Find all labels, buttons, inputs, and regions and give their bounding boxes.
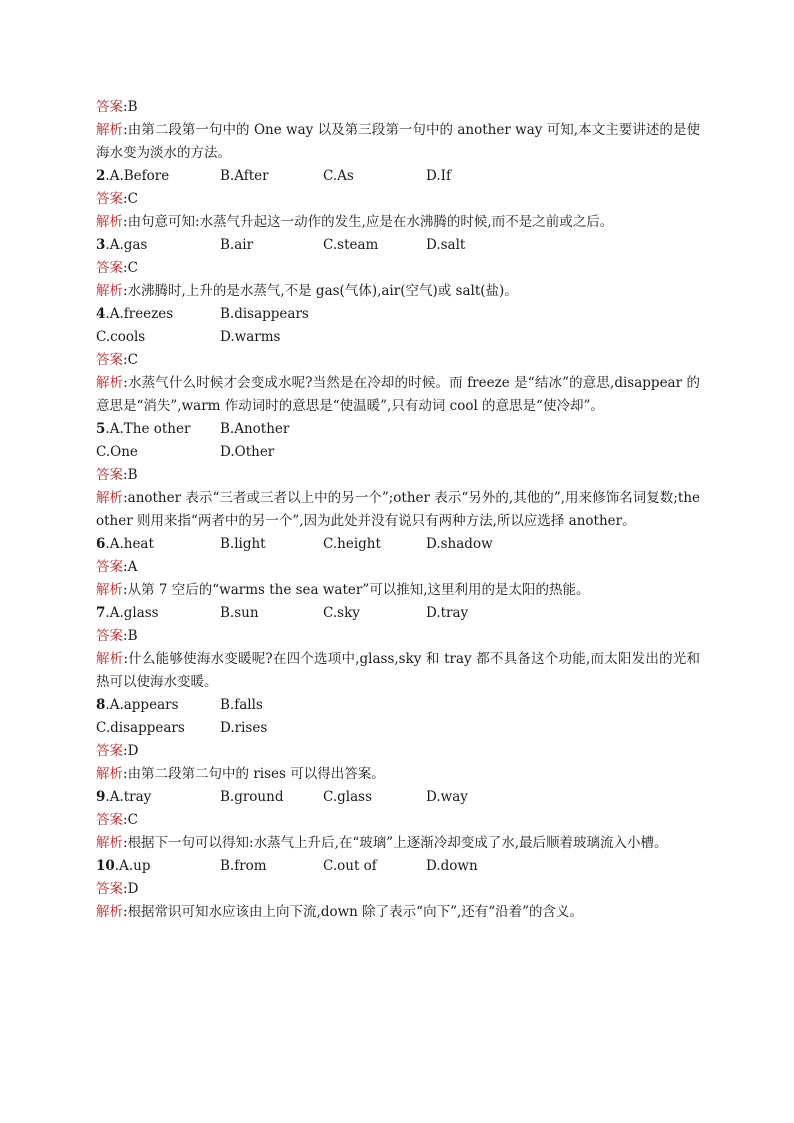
- answer-value: C: [127, 260, 138, 276]
- option-text: C.One: [96, 444, 138, 460]
- option-text: A.freezes: [109, 306, 174, 322]
- answer-line: 答案:C: [96, 352, 138, 368]
- answer-value: D: [127, 881, 139, 897]
- option-text: C.As: [323, 168, 354, 184]
- analysis-label: 解析: [96, 490, 124, 506]
- option-text: B.After: [220, 168, 269, 184]
- option-text: D.warms: [220, 329, 281, 345]
- option-text: C.height: [323, 536, 381, 552]
- option-item: [220, 303, 323, 326]
- analysis-paragraph: 解析:由第二段第一句中的 One way 以及第三段第一句中的 another way 可知,本文主要讲述的是使海水变为淡水的方法。: [96, 122, 701, 161]
- option-text: B.air: [220, 237, 254, 253]
- answer-value: C: [127, 352, 138, 368]
- option-item: [96, 717, 220, 740]
- question-number: 10: [96, 858, 115, 874]
- answer-value: B: [127, 628, 138, 644]
- options-row: [96, 234, 700, 257]
- answer-label: 答案: [96, 191, 123, 207]
- answer-label: 答案: [96, 99, 123, 115]
- analysis-paragraph: 解析:水蒸气什么时候才会变成水呢?当然是在冷却的时候。而 freeze 是“结冰”的意思,disappear 的意思是“消失”,warm 作动词时的意思是“使温暖”,只有动词 cool 的意思是“使冷却”。: [96, 375, 700, 414]
- option-text: C.sky: [323, 605, 360, 621]
- option-text: A.up: [119, 858, 151, 874]
- option-text: B.Another: [220, 421, 290, 437]
- analysis-text: another 表示“三者或三者以上中的另一个”;other 表示“另外的,其他的”,用来修饰名词复数;the other 则用来指“两者中的另一个”,因为此处并没有说只有两种方法,所以应选择 another。: [96, 490, 700, 529]
- answer-value: B: [127, 99, 138, 115]
- option-text: D.salt: [426, 237, 466, 253]
- options-row: [96, 855, 700, 878]
- option-text: A.gas: [109, 237, 148, 253]
- options-row: [96, 326, 700, 349]
- answer-label: 答案: [96, 260, 123, 276]
- option-text: C.cools: [96, 329, 146, 345]
- question-block: [96, 855, 700, 924]
- question-number: 4: [96, 306, 106, 322]
- option-item: 2.A.Before: [96, 168, 170, 184]
- analysis-text: 水蒸气什么时候才会变成水呢?当然是在冷却的时候。而 freeze 是“结冰”的意思,disappear 的意思是“消失”,warm 作动词时的意思是“使温暖”,只有动词 cool 的意思是“使冷却”。: [96, 375, 700, 414]
- option-text: D.tray: [426, 605, 469, 621]
- option-text: B.falls: [220, 697, 263, 713]
- question-number: 8: [96, 697, 106, 713]
- analysis-paragraph: 解析:another 表示“三者或三者以上中的另一个”;other 表示“另外的,其他的”,用来修饰名词复数;the other 则用来指“两者中的另一个”,因为此处并没有说只有两种方法,所以应选择 another。: [96, 490, 700, 529]
- option-text: B.from: [220, 858, 267, 874]
- option-text: D.shadow: [426, 536, 493, 552]
- analysis-text: 根据下一句可以得知:水蒸气上升后,在“玻璃”上逐渐冷却变成了水,最后顺着玻璃流入小槽。: [127, 835, 668, 851]
- analysis-label: 解析: [96, 375, 124, 391]
- question-block: [96, 165, 700, 234]
- option-item: [323, 533, 426, 556]
- option-item: [323, 602, 426, 625]
- question-number: 5: [96, 421, 106, 437]
- question-list: [96, 165, 700, 924]
- option-item: [220, 326, 323, 349]
- options-row: [96, 533, 700, 556]
- analysis-text: 水沸腾时,上升的是水蒸气,不是 gas(气体),air(空气)或 salt(盐)。: [127, 283, 518, 299]
- analysis-paragraph: 解析:根据下一句可以得知:水蒸气上升后,在“玻璃”上逐渐冷却变成了水,最后顺着玻璃流入小槽。: [96, 835, 668, 851]
- answer-label: 答案: [96, 812, 123, 828]
- answer-line: 答案:D: [96, 881, 139, 897]
- answer-value: C: [127, 191, 138, 207]
- option-item: [96, 326, 220, 349]
- option-text: B.light: [220, 536, 266, 552]
- analysis-label: 解析: [96, 122, 124, 138]
- option-item: [220, 694, 323, 717]
- option-item: 7.A.glass: [96, 605, 159, 621]
- option-text: A.glass: [109, 605, 159, 621]
- options-row: [96, 418, 700, 441]
- option-text: C.disappears: [96, 720, 185, 736]
- analysis-label: 解析: [96, 651, 124, 667]
- options-row: [96, 602, 700, 625]
- question-number: 7: [96, 605, 106, 621]
- option-item: [426, 234, 529, 257]
- options-row: [96, 165, 700, 188]
- option-text: B.ground: [220, 789, 284, 805]
- option-text: D.If: [426, 168, 451, 184]
- answer-value: A: [127, 559, 138, 575]
- option-item: [220, 234, 323, 257]
- analysis-paragraph: 解析:由句意可知:水蒸气升起这一动作的发生,应是在水沸腾的时候,而不是之前或之后。: [96, 214, 614, 230]
- answer-line: 答案:C: [96, 260, 138, 276]
- analysis-paragraph: 解析:什么能够使海水变暖呢?在四个选项中,glass,sky 和 tray 都不具备这个功能,而太阳发出的光和热可以使海水变暖。: [96, 651, 701, 690]
- options-row: [96, 786, 700, 809]
- question-number: 9: [96, 789, 106, 805]
- option-item: 3.A.gas: [96, 237, 148, 253]
- analysis-label: 解析: [96, 582, 123, 598]
- analysis-label: 解析: [96, 283, 123, 299]
- answer-label: 答案: [96, 743, 123, 759]
- answer-line: 答案:A: [96, 559, 138, 575]
- analysis-label: 解析: [96, 835, 123, 851]
- option-text: A.Before: [109, 168, 170, 184]
- option-item: 9.A.tray: [96, 789, 152, 805]
- question-number: 3: [96, 237, 106, 253]
- option-item: [426, 855, 529, 878]
- answer-line: 答案:C: [96, 191, 138, 207]
- option-item: [220, 418, 323, 441]
- options-row: [96, 694, 700, 717]
- option-text: A.heat: [109, 536, 154, 552]
- question-block: [96, 602, 700, 694]
- option-text: D.rises: [220, 720, 268, 736]
- option-item: [323, 165, 426, 188]
- question-block: [96, 303, 700, 418]
- option-text: C.glass: [323, 789, 373, 805]
- options-row: [96, 303, 700, 326]
- answer-line: 答案:B: [96, 628, 138, 644]
- option-text: B.disappears: [220, 306, 309, 322]
- answer-value: C: [127, 812, 138, 828]
- option-item: 10.A.up: [96, 858, 151, 874]
- analysis-paragraph: 解析:水沸腾时,上升的是水蒸气,不是 gas(气体),air(空气)或 salt(盐)。: [96, 283, 518, 299]
- answer-label: 答案: [96, 559, 123, 575]
- answer-value: B: [127, 467, 138, 483]
- option-item: [220, 855, 323, 878]
- answer-label: 答案: [96, 467, 123, 483]
- option-item: [220, 165, 323, 188]
- answer-key-page: [96, 96, 700, 924]
- analysis-paragraph: 解析:从第 7 空后的“warms the sea water”可以推知,这里利用的是太阳的热能。: [96, 582, 590, 598]
- answer-label: 答案: [96, 881, 123, 897]
- answer-label: 答案: [96, 628, 123, 644]
- option-item: [323, 786, 426, 809]
- analysis-text: 从第 7 空后的“warms the sea water”可以推知,这里利用的是太阳的热能。: [127, 582, 590, 598]
- option-item: [220, 786, 323, 809]
- option-item: [220, 717, 323, 740]
- answer-line: 答案:D: [96, 743, 139, 759]
- analysis-paragraph: 解析:根据常识可知水应该由上向下流,down 除了表示“向下”,还有“沿着”的含义。: [96, 904, 584, 920]
- analysis-label: 解析: [96, 214, 123, 230]
- question-number: 6: [96, 536, 106, 552]
- options-row: [96, 717, 700, 740]
- analysis-text: 由句意可知:水蒸气升起这一动作的发生,应是在水沸腾的时候,而不是之前或之后。: [127, 214, 614, 230]
- option-item: 5.A.The other: [96, 421, 191, 437]
- option-item: 4.A.freezes: [96, 306, 174, 322]
- option-item: [96, 441, 220, 464]
- analysis-paragraph: 解析:由第二段第二句中的 rises 可以得出答案。: [96, 766, 385, 782]
- option-item: [323, 234, 426, 257]
- option-text: A.tray: [109, 789, 152, 805]
- analysis-text: 根据常识可知水应该由上向下流,down 除了表示“向下”,还有“沿着”的含义。: [127, 904, 584, 920]
- option-text: D.Other: [220, 444, 275, 460]
- question-block: [96, 418, 700, 533]
- question-block: [96, 694, 700, 786]
- answer-label: 答案: [96, 352, 123, 368]
- option-item: 8.A.appears: [96, 697, 179, 713]
- option-text: A.The other: [109, 421, 191, 437]
- question-block: [96, 533, 700, 602]
- option-text: D.way: [426, 789, 468, 805]
- option-item: [323, 855, 426, 878]
- option-item: [220, 441, 323, 464]
- options-row: [96, 441, 700, 464]
- option-text: C.steam: [323, 237, 379, 253]
- answer-line: 答案:B: [96, 467, 138, 483]
- option-item: [220, 602, 323, 625]
- option-text: B.sun: [220, 605, 259, 621]
- answer-line: 答案:C: [96, 812, 138, 828]
- option-text: C.out of: [323, 858, 377, 874]
- analysis-text: 由第二段第二句中的 rises 可以得出答案。: [127, 766, 385, 782]
- analysis-text: 由第二段第一句中的 One way 以及第三段第一句中的 another way 可知,本文主要讲述的是使海水变为淡水的方法。: [96, 122, 701, 161]
- option-item: 6.A.heat: [96, 536, 154, 552]
- answer-line: 答案:B: [96, 99, 138, 115]
- question-block: [96, 234, 700, 303]
- answer-value: D: [127, 743, 139, 759]
- question-number: 2: [96, 168, 106, 184]
- option-item: [220, 533, 323, 556]
- question-block: [96, 786, 700, 855]
- option-text: A.appears: [109, 697, 179, 713]
- option-text: D.down: [426, 858, 478, 874]
- option-item: [426, 165, 529, 188]
- option-item: [426, 602, 529, 625]
- analysis-label: 解析: [96, 766, 123, 782]
- option-item: [426, 786, 529, 809]
- analysis-text: 什么能够使海水变暖呢?在四个选项中,glass,sky 和 tray 都不具备这个功能,而太阳发出的光和热可以使海水变暖。: [96, 651, 701, 690]
- option-item: [426, 533, 529, 556]
- analysis-label: 解析: [96, 904, 123, 920]
